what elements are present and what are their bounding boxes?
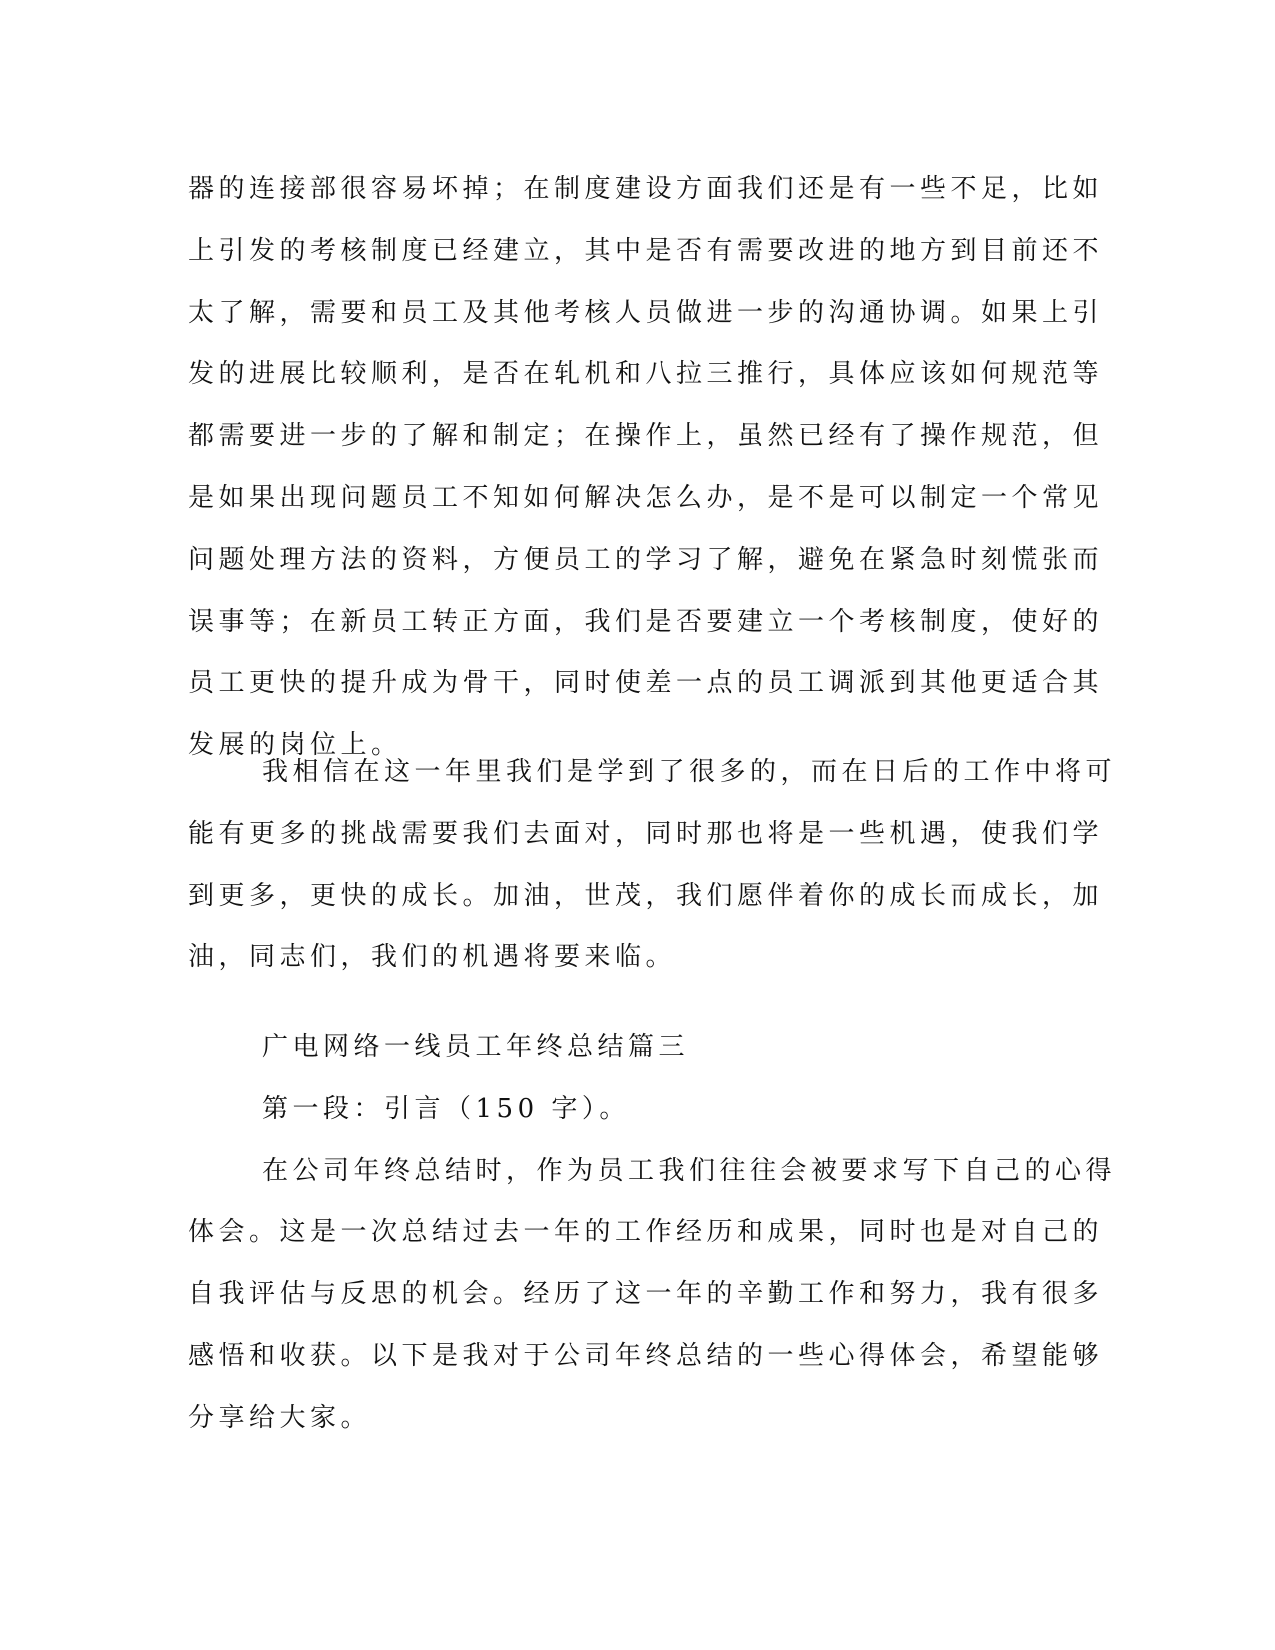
text-line: 能有更多的挑战需要我们去面对，同时那也将是一些机遇，使我们学 <box>188 818 1104 849</box>
text-line: 员工更快的提升成为骨干，同时使差一点的员工调派到其他更适合其 <box>188 668 1104 699</box>
text-line: 上引发的考核制度已经建立，其中是否有需要改进的地方到目前还不 <box>188 235 1104 266</box>
text-line: 器的连接部很容易坏掉；在制度建设方面我们还是有一些不足，比如 <box>188 174 1104 204</box>
text-line: 我相信在这一年里我们是学到了很多的，而在日后的工作中将可 <box>262 757 1117 787</box>
text-line: 都需要进一步的了解和制定；在操作上，虽然已经有了操作规范，但 <box>188 421 1104 452</box>
section-three <box>188 1017 1117 1450</box>
text-line: 在公司年终总结时，作为员工我们往往会被要求写下自己的心得 <box>262 1155 1117 1186</box>
text-line: 感悟和收获。以下是我对于公司年终总结的一些心得体会，希望能够 <box>188 1340 1104 1371</box>
text-line: 发展的岗位上。 <box>188 730 402 761</box>
text-line: 分享给大家。 <box>188 1402 372 1433</box>
text-line: 误事等；在新员工转正方面，我们是否要建立一个考核制度，使好的 <box>188 606 1104 637</box>
paragraph-closing <box>188 742 1117 989</box>
text-line: 发的进展比较顺利，是否在轧机和八拉三推行，具体应该如何规范等 <box>188 359 1104 390</box>
text-line: 问题处理方法的资料，方便员工的学习了解，避免在紧急时刻慌张而 <box>188 544 1104 575</box>
paragraph-continued <box>188 159 1104 777</box>
section-title: 广电网络一线员工年终总结篇三 <box>262 1032 690 1062</box>
text-line: 是如果出现问题员工不知如何解决怎么办，是不是可以制定一个常见 <box>188 482 1104 513</box>
section-subheading: 第一段：引言（150 字）。 <box>262 1093 630 1124</box>
text-line: 体会。这是一次总结过去一年的工作经历和成果，同时也是对自己的 <box>188 1217 1104 1248</box>
text-line: 太了解，需要和员工及其他考核人员做进一步的沟通协调。如果上引 <box>188 297 1104 328</box>
text-line: 到更多，更快的成长。加油，世茂，我们愿伴着你的成长而成长，加 <box>188 880 1104 911</box>
text-line: 油，同志们，我们的机遇将要来临。 <box>188 942 677 973</box>
text-line: 自我评估与反思的机会。经历了这一年的辛勤工作和努力，我有很多 <box>188 1279 1104 1310</box>
